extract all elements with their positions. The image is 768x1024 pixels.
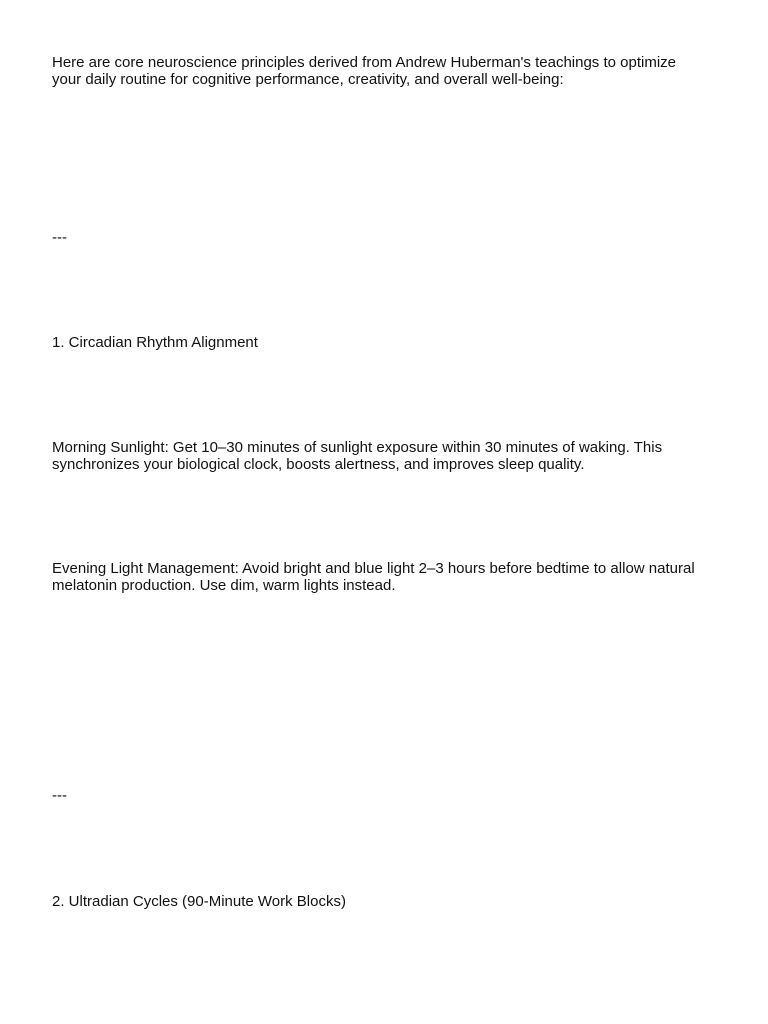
section-separator: --- [52,787,67,804]
section-heading-ultradian: 2. Ultradian Cycles (90-Minute Work Blocks) [52,893,346,910]
evening-light-paragraph: Evening Light Management: Avoid bright and blue light 2–3 hours before bedtime to allow natural melatonin production. Use dim, warm lights instead. [52,560,695,594]
section-separator: --- [52,229,67,246]
morning-sunlight-paragraph: Morning Sunlight: Get 10–30 minutes of sunlight exposure within 30 minutes of waking. This synchronizes your biological clock, boosts alertness, and improves sleep quality. [52,439,663,473]
intro-paragraph: Here are core neuroscience principles derived from Andrew Huberman's teachings to optimize your daily routine for cognitive performance, creativity, and overall well-being: [52,54,677,88]
section-heading-circadian: 1. Circadian Rhythm Alignment [52,334,258,351]
